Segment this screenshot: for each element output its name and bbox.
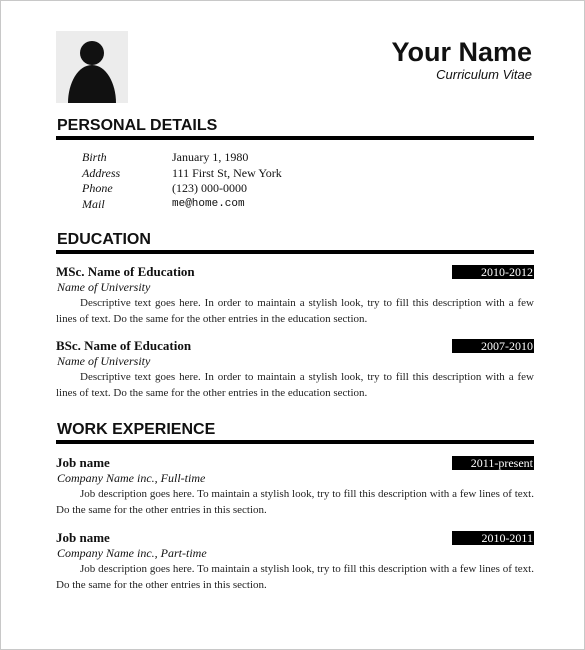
section-title: WORK EXPERIENCE: [57, 421, 216, 438]
work-entry: [56, 455, 534, 518]
detail-row-mail: [82, 197, 282, 213]
entry-header: [56, 455, 534, 471]
section-work-experience: [56, 421, 534, 444]
entry-description: Descriptive text goes here. In order to maintain a stylish look, try to fill this description with a few lines of text. Do the same for the other entries in the education section.: [56, 297, 534, 325]
personal-details-list: [82, 150, 282, 212]
entry-title: Job name: [56, 530, 110, 545]
entry-header: [56, 338, 534, 354]
date-badge: 2011-present: [452, 456, 534, 470]
date-badge: 2007-2010: [452, 339, 534, 353]
section-rule: [56, 250, 534, 254]
detail-label: Phone: [82, 181, 113, 195]
entry-description: Job description goes here. To maintain a stylish look, try to fill this description with a few lines of text. Do the same for the other entries in this section.: [56, 488, 534, 516]
entry-description: Descriptive text goes here. In order to maintain a stylish look, try to fill this description with a few lines of text. Do the same for the other entries in the education section.: [56, 371, 534, 399]
entry-header: [56, 530, 534, 546]
entry-title: BSc. Name of Education: [56, 338, 192, 353]
entry-subtitle: Name of University: [57, 354, 151, 368]
education-entry: [56, 264, 534, 327]
detail-value: (123) 000-0000: [172, 181, 247, 195]
detail-row-address: [82, 166, 282, 182]
entry-description: Job description goes here. To maintain a stylish look, try to fill this description with a few lines of text. Do the same for the other entries in this section.: [56, 563, 534, 591]
date-badge: 2010-2012: [452, 265, 534, 279]
entry-subtitle: Company Name inc., Full-time: [57, 471, 206, 485]
document-subtitle: Curriculum Vitae: [436, 67, 532, 82]
date-badge: 2010-2011: [452, 531, 534, 545]
section-rule: [56, 136, 534, 140]
detail-row-birth: [82, 150, 282, 166]
detail-value: 111 First St, New York: [172, 165, 282, 180]
work-entry: [56, 530, 534, 593]
entry-subtitle: Name of University: [57, 280, 151, 294]
avatar: [56, 31, 128, 103]
section-rule: [56, 440, 534, 444]
section-title: PERSONAL DETAILS: [57, 117, 218, 134]
full-name: Your Name: [391, 37, 532, 67]
person-silhouette-icon: [56, 31, 128, 103]
entry-header: [56, 264, 534, 280]
detail-label: Birth: [82, 150, 107, 164]
email-link[interactable]: me@home.com: [172, 197, 245, 210]
section-title: EDUCATION: [57, 231, 151, 248]
entry-title: Job name: [56, 455, 110, 470]
detail-label: Mail: [82, 196, 105, 211]
detail-value: January 1, 1980: [172, 150, 249, 164]
entry-title: MSc. Name of Education: [56, 264, 195, 279]
section-personal-details: [56, 117, 534, 140]
detail-row-phone: [82, 181, 282, 197]
section-education: [56, 231, 534, 254]
detail-label: Address: [82, 165, 121, 180]
entry-subtitle: Company Name inc., Part-time: [57, 546, 207, 560]
education-entry: [56, 338, 534, 401]
